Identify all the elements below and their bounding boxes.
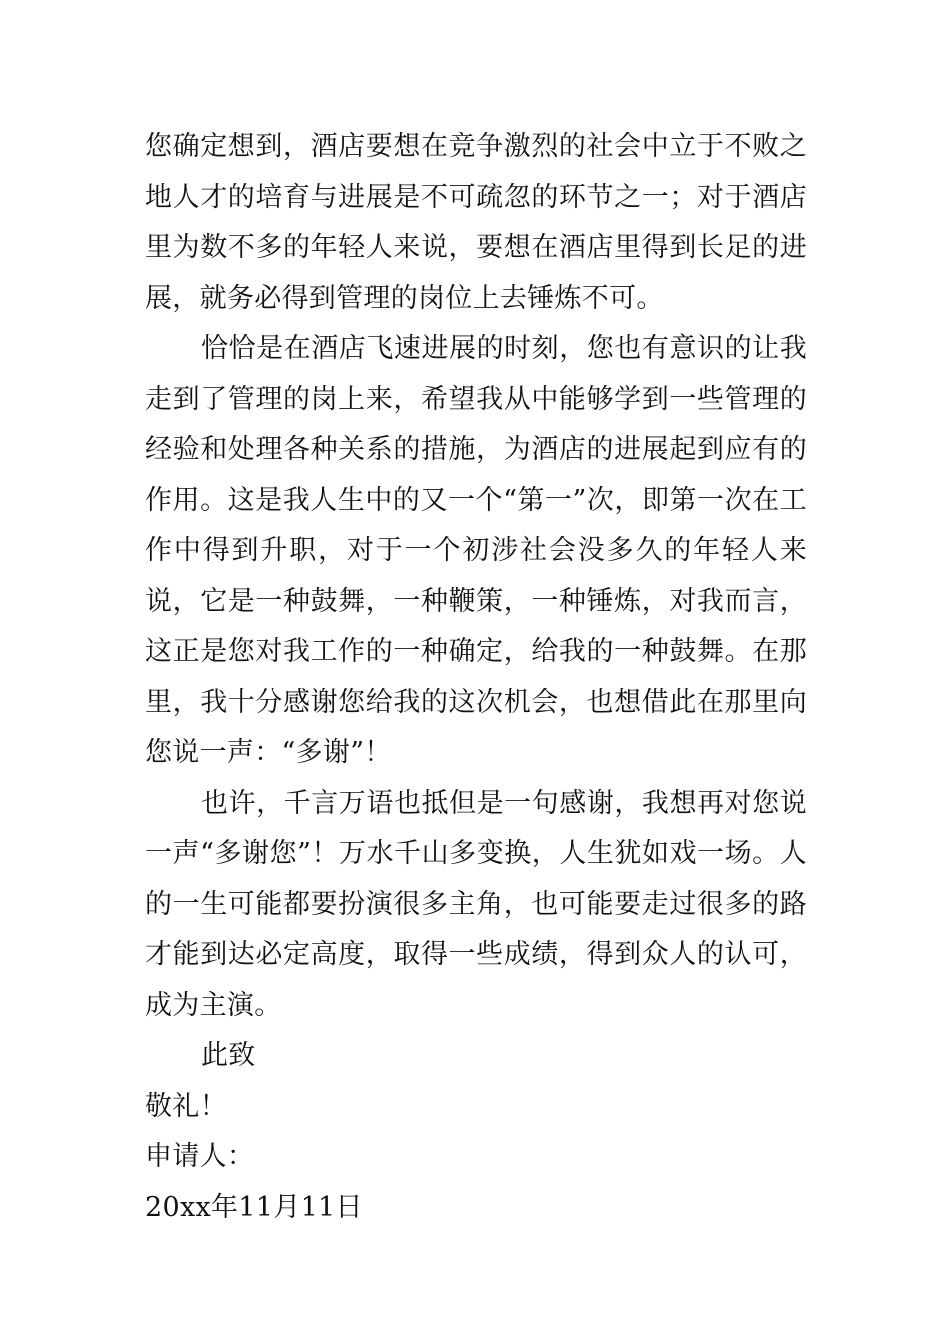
applicant-label: 申请人： [145, 1141, 255, 1172]
closing-salutation: 此致 [201, 1040, 256, 1071]
paragraph-1: 您确定想到，酒店要想在竞争激烈的社会中立于不败之地人才的培育与进展是不可疏忽的环节之一；对于酒店里为数不多的年轻人来说，要想在酒店里得到长足的进展，就务必得到管理的岗位上去锤炼不可。 [145, 131, 807, 314]
paragraph-2: 恰恰是在酒店飞速进展的时刻，您也有意识的让我走到了管理的岗上来，希望我从中能够学到一些管理的经验和处理各种关系的措施，为酒店的进展起到应有的作用。这是我人生中的又一个“第一”次，即第一次在工作中得到升职，对于一个初涉社会没多久的年轻人来说，它是一种鼓舞，一种鞭策，一种锤炼，对我而言，这正是您对我工作的一种确定，给我的一种鼓舞。在那里，我十分感谢您给我的这次机会，也想借此在那里向您说一声：“多谢”！ [145, 333, 807, 768]
closing-regards: 敬礼！ [145, 1090, 227, 1122]
letter-date: 20xx年11月11日 [145, 1191, 363, 1223]
letter-body [145, 122, 807, 1233]
paragraph-3: 也许，千言万语也抵但是一句感谢，我想再对您说一声“多谢您”！万水千山多变换，人生犹如戏一场。人的一生可能都要扮演很多主角，也可能要走过很多的路才能到达必定高度，取得一些成绩，得到众人的认可，成为主演。 [145, 787, 807, 1021]
